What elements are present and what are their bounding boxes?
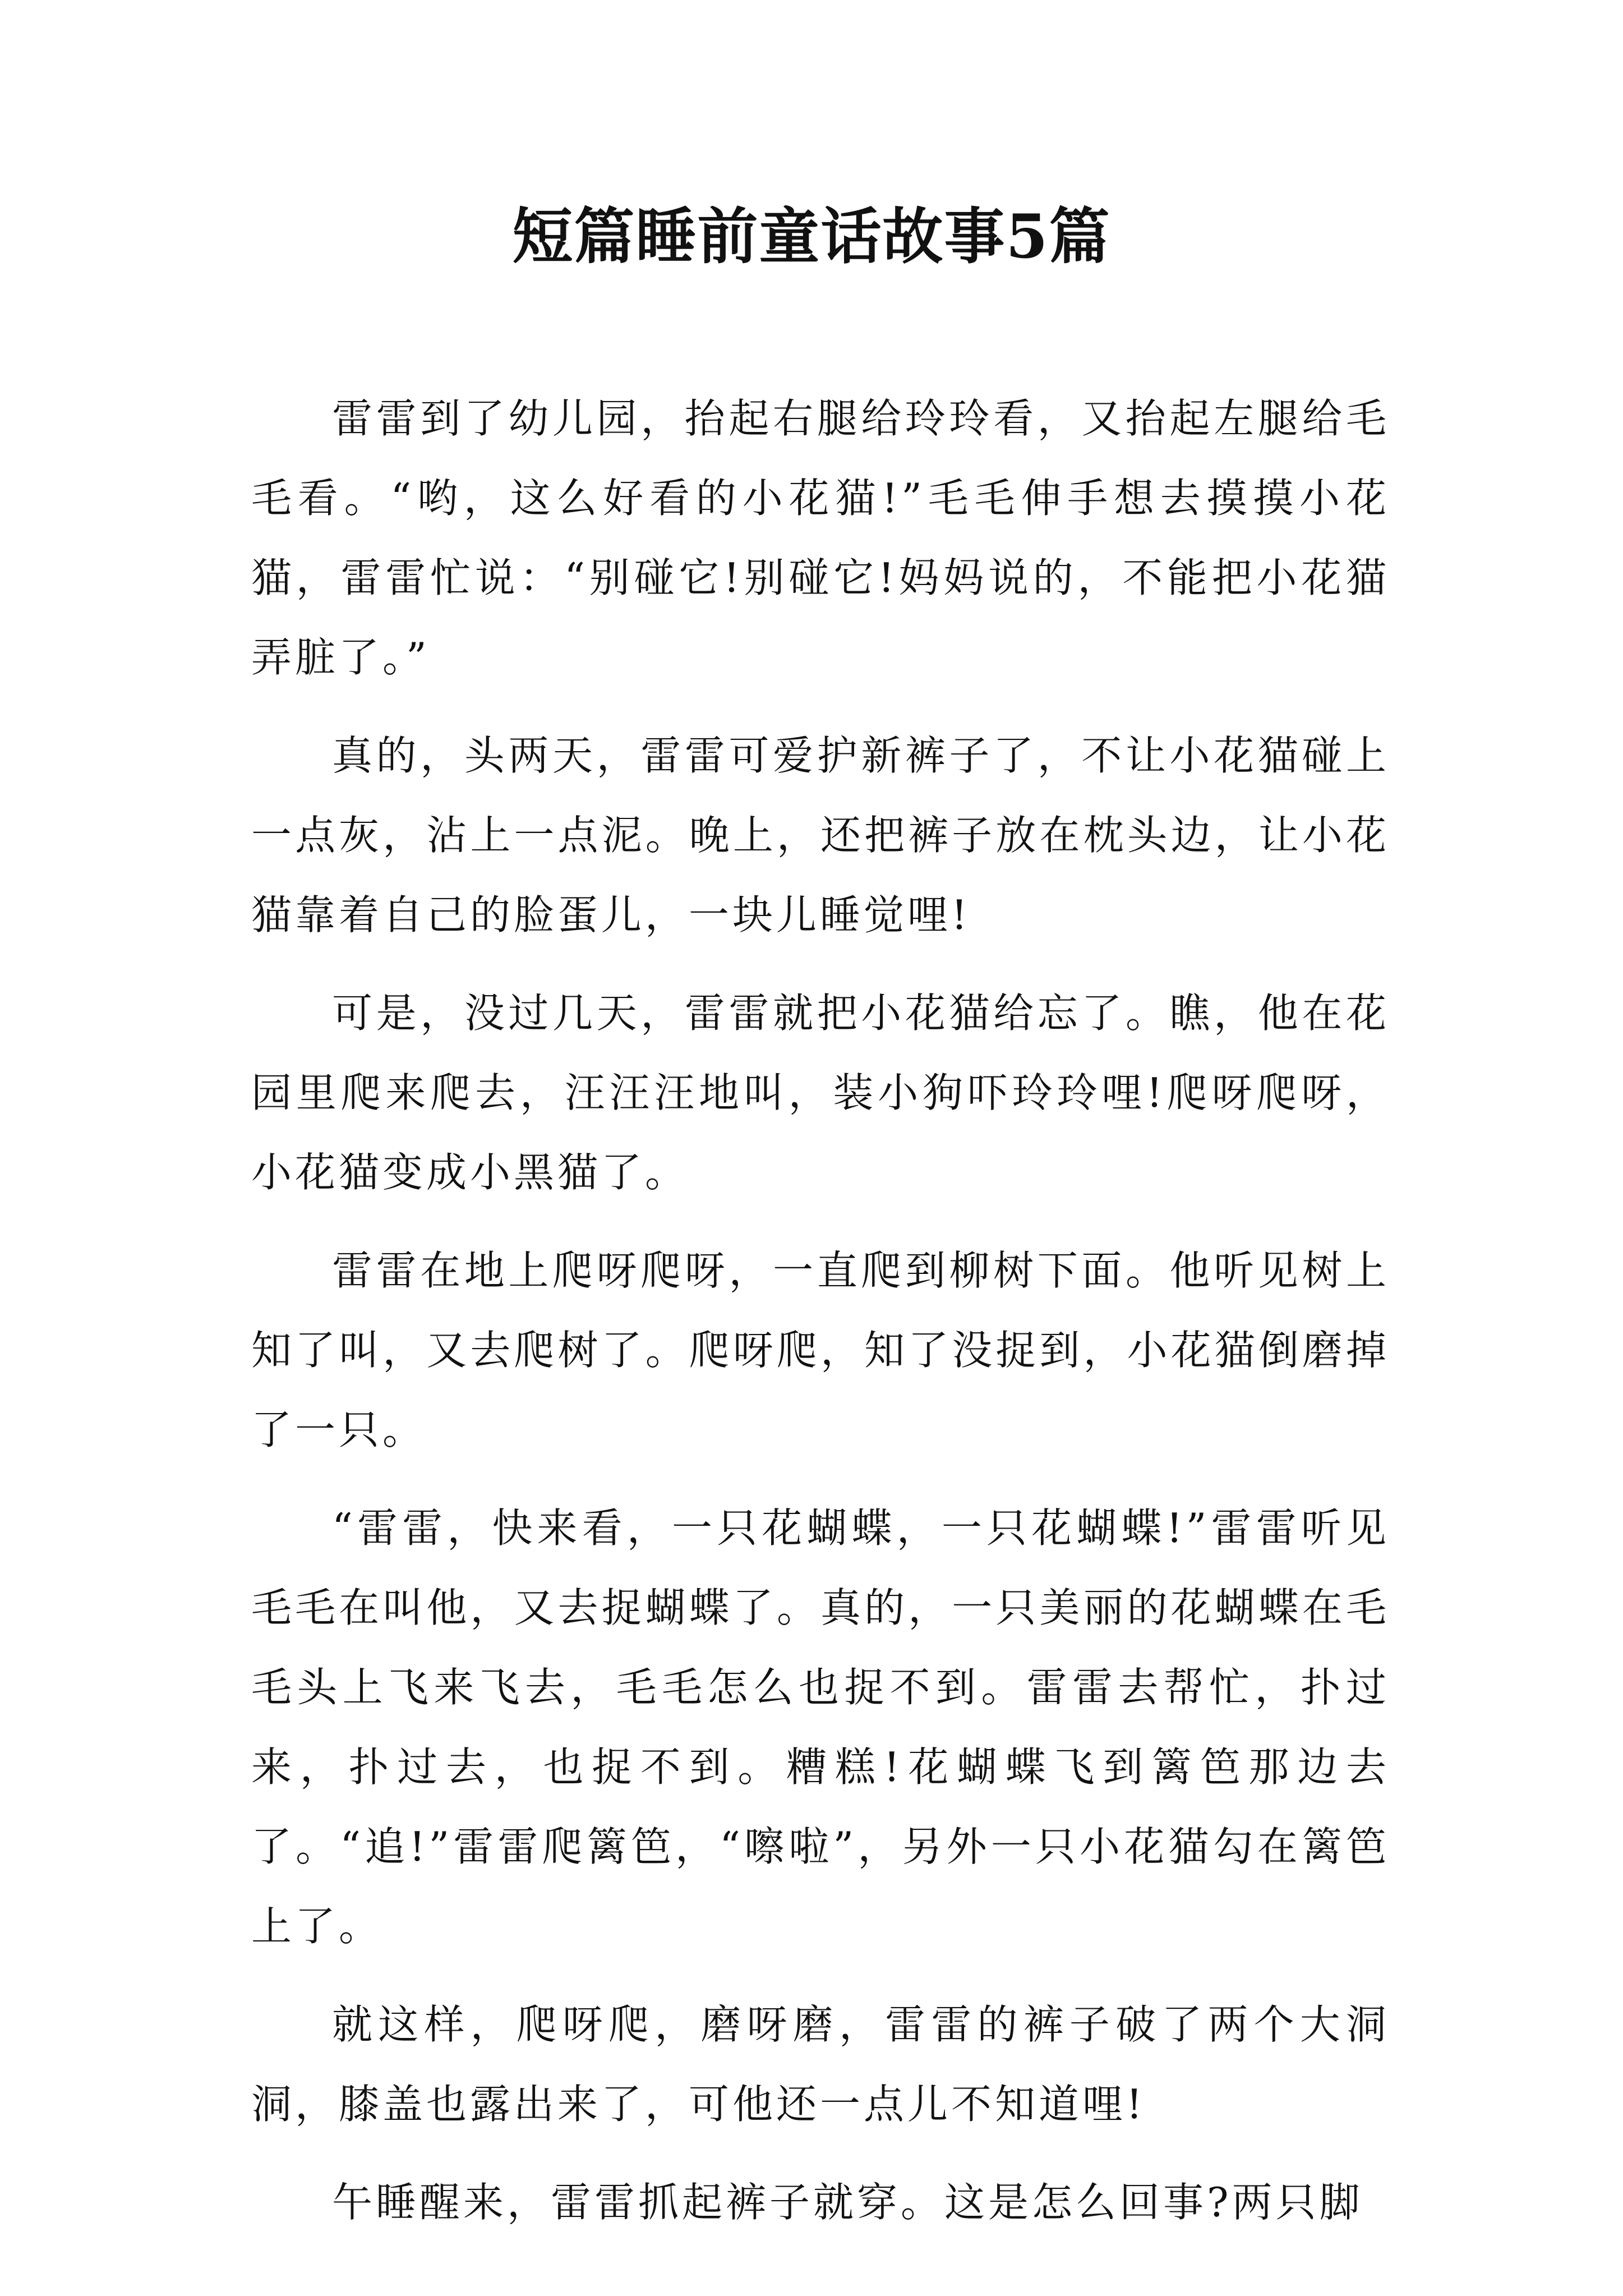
document-body (251, 379, 1390, 2261)
paragraph-5: “雷雷，快来看，一只花蝴蝶，一只花蝴蝶!”雷雷听见毛毛在叫他，又去捉蝴蝶了。真的，一只美丽的花蝴蝶在毛毛头上飞来飞去，毛毛怎么也捉不到。雷雷去帮忙，扑过来，扑过去，也捉不到。糟糕!花蝴蝶飞到篱笆那边去了。“追!”雷雷爬篱笆，“嚓啦”，另外一只小花猫勾在篱笆上了。 (251, 1504, 1390, 1950)
paragraph-1: 雷雷到了幼儿园，抬起右腿给玲玲看，又抬起左腿给毛毛看。“哟，这么好看的小花猫!”毛毛伸手想去摸摸小花猫，雷雷忙说：“别碰它!别碰它!妈妈说的，不能把小花猫弄脏了。” (251, 395, 1390, 681)
paragraph-2: 真的，头两天，雷雷可爱护新裤子了，不让小花猫碰上一点灰，沾上一点泥。晚上，还把裤子放在枕头边，让小花猫靠着自己的脸蛋儿，一块儿睡觉哩! (251, 732, 1390, 938)
paragraph-7: 午睡醒来，雷雷抓起裤子就穿。这是怎么回事?两只脚 (332, 2179, 1363, 2226)
paragraph-4: 雷雷在地上爬呀爬呀，一直爬到柳树下面。他听见树上知了叫，又去爬树了。爬呀爬，知了没捉到，小花猫倒磨掉了一只。 (251, 1247, 1390, 1453)
document-title: 短篇睡前童话故事5篇 (512, 201, 1111, 272)
paragraph-3: 可是，没过几天，雷雷就把小花猫给忘了。瞧，他在花园里爬来爬去，汪汪汪地叫，装小狗吓玲玲哩!爬呀爬呀，小花猫变成小黑猫了。 (251, 990, 1390, 1196)
paragraph-6: 就这样，爬呀爬，磨呀磨，雷雷的裤子破了两个大洞洞，膝盖也露出来了，可他还一点儿不知道哩! (251, 2001, 1390, 2128)
